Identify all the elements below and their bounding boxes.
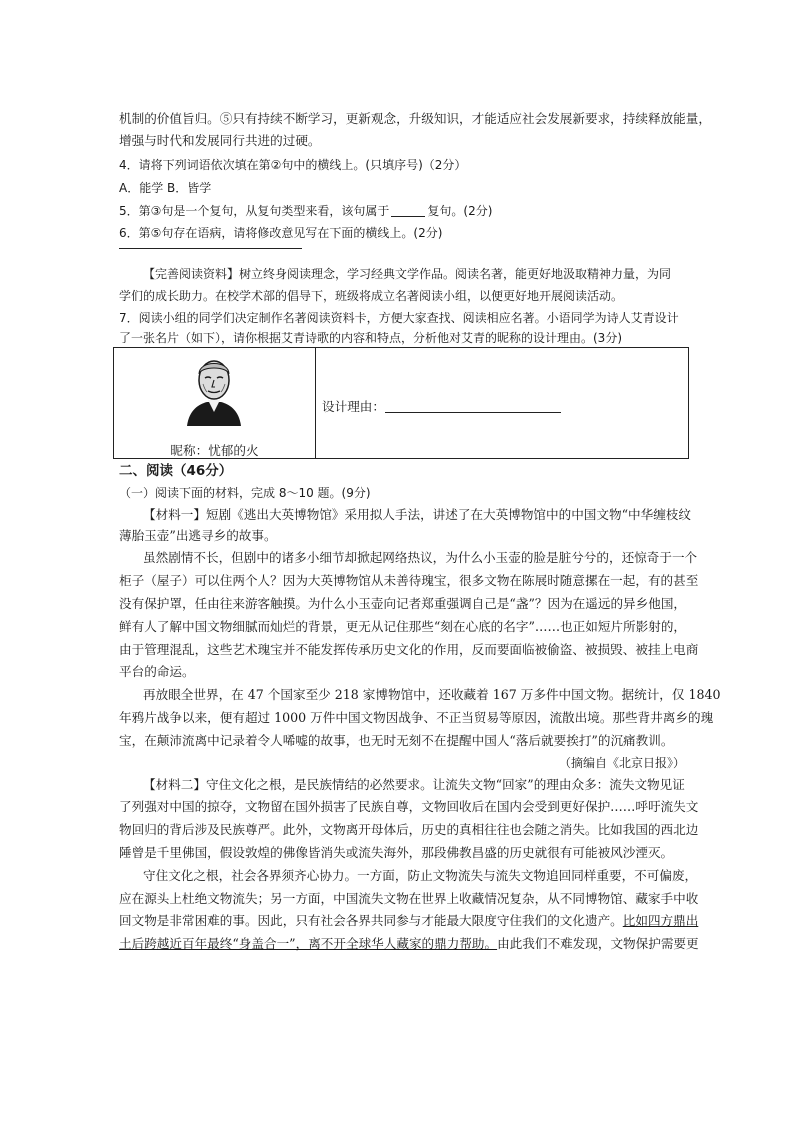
underlined-sentence: 比如四方鼎出 xyxy=(622,913,699,928)
text-line: 虽然剧情不长，但剧中的诸多小细节却掀起网络热议，为什么小玉壶的脸是脏兮兮的，还惊奇于一个 xyxy=(143,550,698,565)
text-line: 平台的命运。 xyxy=(119,664,195,679)
text-line xyxy=(119,936,699,952)
nickname-label: 昵称：忧郁的火 xyxy=(170,443,259,458)
question-5-text: 5．第③句是一个复句，从复句类型来看，该句属于 xyxy=(119,204,390,218)
text-line: 宝，在颠沛流离中记录着令人唏嘘的故事，也无时无刻不在提醒中国人“落后就要挨打”的沉痛教训。 xyxy=(119,733,674,748)
design-reason-label: 设计理由： xyxy=(322,399,385,414)
text-line: 年鸦片战争以来，便有超过 1000 万件中国文物因战争、不正当贸易等原因，流散出境。那些背井离乡的瑰 xyxy=(119,710,714,725)
text-line: 机制的价值旨归。⑤只有持续不断学习，更新观念，升级知识，才能适应社会发展新要求，持续释放能量， xyxy=(119,111,711,126)
text-line: 学们的成长助力。在校学术部的倡导下，班级将成立名著阅读小组，以便更好地开展阅读活动。 xyxy=(119,289,624,303)
text-line: 没有保护罩，任由往来游客触摸。为什么小玉壶向记者郑重强调自己是“盏”？因为在遥远的异乡他国， xyxy=(119,596,687,611)
text-line: 再放眼全世界，在 47 个国家至少 218 家博物馆中，还收藏着 167 万多件中国文物。据统计，仅 1840 xyxy=(143,687,721,702)
text-line: 柜子（屋子）可以住两个人？因为大英博物馆从未善待瑰宝，很多文物在陈展时随意摞在一起，有的甚至 xyxy=(119,573,699,588)
question-7: 7．阅读小组的同学们决定制作名著阅读资料卡，方便大家查找、阅读相应名著。小语同学为诗人艾青设计 xyxy=(119,311,679,325)
name-card xyxy=(113,347,689,459)
question-5 xyxy=(119,203,685,219)
question-4: 4．请将下列词语依次填在第②句中的横线上。(只填序号)（2分） xyxy=(119,158,467,172)
subsection-title: （一）阅读下面的材料，完成 8～10 题。(9分) xyxy=(119,486,371,500)
card-divider xyxy=(315,348,316,458)
question-7-cont: 了一张名片（如下），请你根据艾青诗歌的内容和特点，分析他对艾青的昵称的设计理由。(3分) xyxy=(119,331,623,345)
text-line: 【材料二】守住文化之根，是民族情结的必然要求。让流失文物“回家”的理由众多：流失文物见证 xyxy=(143,777,685,792)
text-line: 【完善阅读资料】树立终身阅读理念，学习经典文学作品。阅读名著，能更好地汲取精神力量，为同 xyxy=(143,267,672,281)
answer-blank[interactable] xyxy=(391,204,425,217)
question-6: 6．第⑤句存在语病，请将修改意见写在下面的横线上。(2分) xyxy=(119,226,443,240)
underlined-sentence: 土后跨越近百年最终“身盖合一”，离不开全球华人藏家的鼎力帮助。 xyxy=(119,936,498,951)
text-line: 陲曾是千里佛国，假设敦煌的佛像皆消失或流失海外，那段佛教昌盛的历史就很有可能被风沙湮灭。 xyxy=(119,845,674,860)
text-line: 由于管理混乱，这些艺术瑰宝并不能发挥传承历史文化的作用，反而要面临被偷盗、被损毁、被挂上电商 xyxy=(119,642,699,657)
question-4-options: A．能学 B．皆学 xyxy=(119,181,212,195)
text-line xyxy=(119,913,699,929)
text-line: 【材料一】短剧《逃出大英博物馆》采用拟人手法，讲述了在大英博物馆中的中国文物“中华缠枝纹 xyxy=(143,507,691,522)
text-line: 薄胎玉壶”出逃寻乡的故事。 xyxy=(119,528,277,543)
text-span: 由此我们不难发现，文物保护需要更 xyxy=(497,936,699,951)
text-line: 物回归的背后涉及民族尊严。此外，文物离开母体后，历史的真相往往也会随之消失。比如我国的西北边 xyxy=(119,822,699,837)
source-citation: （摘编自《北京日报》） xyxy=(558,756,685,770)
answer-line[interactable] xyxy=(119,248,302,249)
question-5-text-end: 复句。(2分) xyxy=(427,204,493,218)
answer-blank[interactable] xyxy=(385,400,561,413)
text-line: 应在源头上杜绝文物流失；另一方面，中国流失文物在世界上收藏情况复杂，从不同博物馆、藏家手中收 xyxy=(119,891,699,906)
text-line: 了列强对中国的掠夺，文物留在国外损害了民族自尊，文物回收后在国内会受到更好保护……呼吁流失文 xyxy=(119,799,699,814)
section-title: 二、阅读（46分） xyxy=(119,463,233,479)
text-line: 鲜有人了解中国文物细腻而灿烂的背景，更无从记住那些“刻在心底的名字”……也正如短片所影射的， xyxy=(119,619,687,634)
text-line: 增强与时代和发展同行共进的过硬。 xyxy=(119,133,321,148)
text-span: 回文物是非常困难的事。因此，只有社会各界共同参与才能最大限度守住我们的文化遗产。 xyxy=(119,913,623,928)
design-reason xyxy=(322,396,561,415)
text-line: 守住文化之根，社会各界须齐心协力。一方面，防止文物流失与流失文物追回同样重要，不可偏废， xyxy=(143,868,698,883)
portrait-icon xyxy=(183,352,245,426)
